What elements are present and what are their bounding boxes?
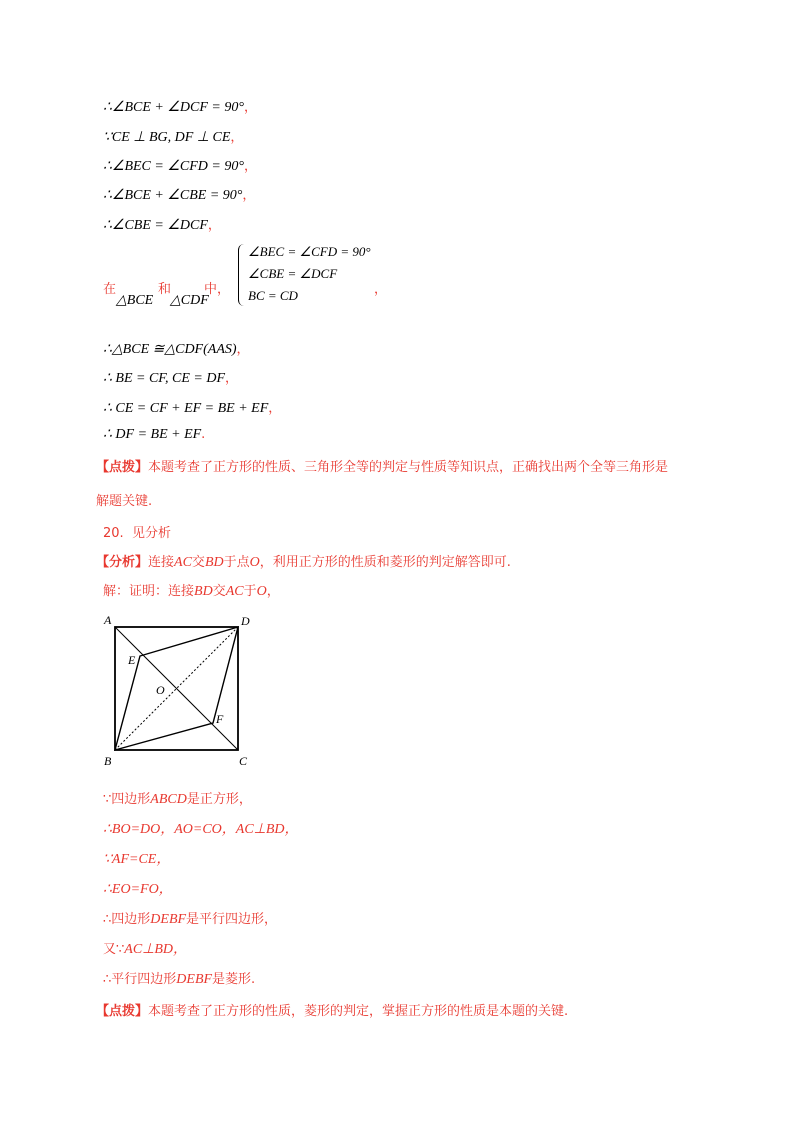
system-comma: ， [374,282,388,297]
proof2-line-4: ∴EO=FO， [103,882,173,897]
square-rhombus-figure [100,612,260,772]
proof2-line-1: ∵四边形ABCD是正方形， [103,792,252,807]
proof2-line-7: ∴平行四边形DEBF是菱形. [103,972,256,987]
equation-system [238,244,378,310]
left-brace [238,244,245,306]
label-d: D [241,614,250,628]
proof2-line-3: ∵AF=CE， [103,852,171,867]
triangle-cdf: △CDF [170,293,209,308]
label-f: F [216,712,224,726]
label-a: A [104,613,112,627]
proof2-line-2: ∴BO=DO，AO=CO，AC⊥BD， [103,822,299,837]
proof2-line-6: 又∵AC⊥BD， [103,942,188,957]
proof-line-3: ∴∠BEC = ∠CFD = 90°， [103,159,257,174]
proof-line-9: ∴ DF = BE + EF. [103,427,206,442]
proof-line-7: ∴ BE = CF, CE = DF， [103,371,239,386]
label-b: B [104,754,112,768]
system-row-1: ∠BEC = ∠CFD = 90° [248,244,371,259]
tip-note-2: 【点拨】本题考查了正方形的性质，菱形的判定，掌握正方形的性质是本题的关键. [96,1004,569,1019]
and-word: 和 [158,282,172,297]
in-word: 在 [103,282,117,297]
proof-line-2: ∵CE ⊥ BG, DF ⊥ CE， [103,130,244,145]
label-e: E [128,653,136,667]
analysis-line: 【分析】连接AC交BD于点O，利用正方形的性质和菱形的判定解答即可. [96,555,511,570]
proof2-line-5: ∴四边形DEBF是平行四边形， [103,912,278,927]
mid-word: 中， [204,282,231,297]
label-c: C [239,754,248,768]
tip-note-1-cont: 解题关键. [96,494,153,509]
label-o: O [156,683,165,697]
question-20-header: 20. 见分析 [103,526,171,541]
proof-line-8: ∴ CE = CF + EF = BE + EF， [103,401,282,416]
solution-line: 解：证明：连接BD交AC于O， [103,584,280,599]
proof-line-5: ∴∠CBE = ∠DCF， [103,218,221,233]
proof-line-6: ∴△BCE ≅△CDF(AAS)， [103,342,250,357]
proof-line-4: ∴∠BCE + ∠CBE = 90°， [103,188,256,203]
tip-note-1: 【点拨】本题考查了正方形的性质、三角形全等的判定与性质等知识点，正确找出两个全等三角形是 [96,460,669,475]
system-row-2: ∠CBE = ∠DCF [248,266,338,281]
triangle-bce: △BCE [116,293,154,308]
system-row-3: BC = CD [248,288,298,303]
proof-line-1: ∴∠BCE + ∠DCF = 90°， [103,100,257,115]
